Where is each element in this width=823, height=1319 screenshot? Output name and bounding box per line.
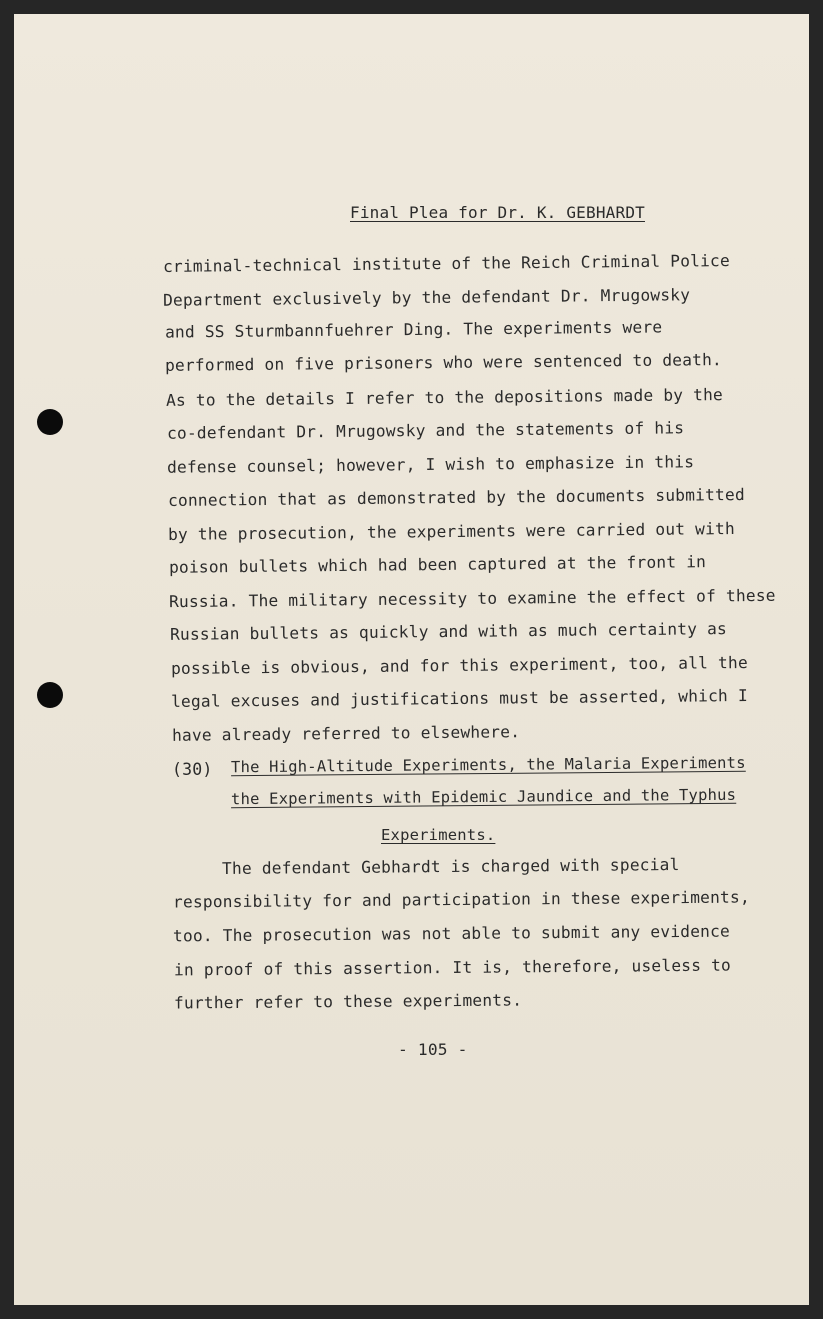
body-line: possible is obvious, and for this experiment, too, all the [170,652,748,679]
body-line: co-defendant Dr. Mrugowsky and the statements of his [166,418,685,443]
closing-line: too. The prosecution was not able to submit any evidence [172,921,731,946]
page-header-title: Final Plea for Dr. K. GEBHARDT [350,203,645,222]
body-line: defense counsel; however, I wish to emphasize in this [166,452,695,477]
page-number: - 105 - [398,1040,468,1059]
body-line: Department exclusively by the defendant Dr. Mrugowsky [162,285,691,310]
closing-line: responsibility for and participation in these experiments, [172,887,750,912]
body-line: by the prosecution, the experiments were carried out with [167,519,735,544]
body-line: have already referred to elsewhere. [171,722,521,745]
section-heading-line: The High-Altitude Experiments, the Malaria Experiments [230,753,746,777]
punch-hole-bottom [37,682,63,708]
body-line: As to the details I refer to the depositions made by the [165,385,724,410]
body-line: poison bullets which had been captured at the front in [168,552,707,577]
body-line: Russia. The military necessity to examine the effect of these [168,585,776,612]
section-heading-line: Experiments. [381,826,496,844]
section-number: (30) [172,760,213,779]
closing-line: further refer to these experiments. [173,990,523,1013]
body-line: connection that as demonstrated by the documents submitted [167,484,745,511]
body-line: Russian bullets as quickly and with as much certainty as [169,619,728,644]
closing-line: in proof of this assertion. It is, therefore, useless to [173,955,732,980]
section-heading-line: the Experiments with Epidemic Jaundice and the Typhus [230,785,737,809]
body-line: legal excuses and justifications must be asserted, which I [170,685,748,712]
punch-hole-top [37,409,63,435]
body-line: criminal-technical institute of the Reich Criminal Police [162,251,730,276]
body-line: performed on five prisoners who were sentenced to death. [164,350,723,375]
body-line: and SS Sturmbannfuehrer Ding. The experiments were [164,317,663,342]
closing-line: The defendant Gebhardt is charged with special [221,855,680,878]
